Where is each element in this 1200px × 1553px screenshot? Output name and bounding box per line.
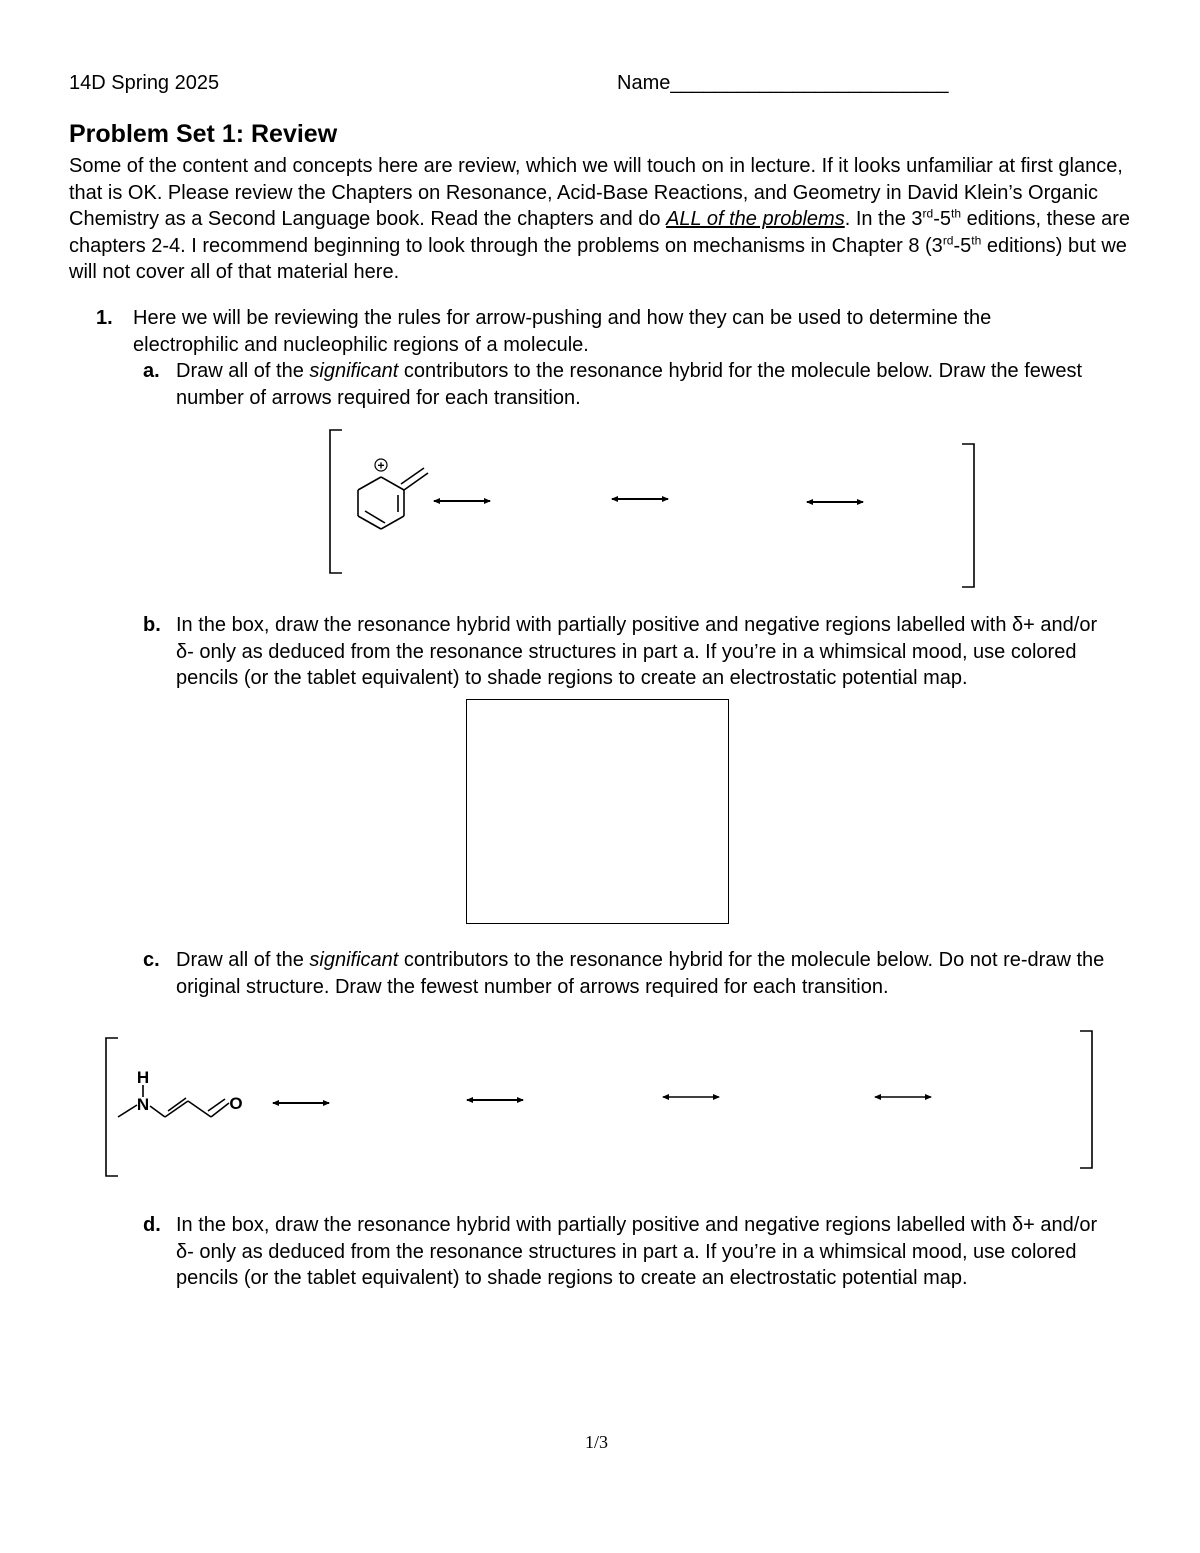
part-b-label: b. — [143, 614, 161, 636]
molecule-a — [358, 459, 428, 529]
part-a-text: Draw all of the significant contributors to the resonance hybrid for the molecule below. Draw the fewest number of arrows required for each transition. — [176, 360, 1083, 409]
name-label: Name — [617, 72, 671, 94]
part-d-text: In the box, draw the resonance hybrid with partially positive and negative regions labelled with δ+ and/or δ- only as deduced from the resonance structures in part a. If you’re in a whimsical mood, use colored pencils (or the tablet equivalent) to shade regions to create an electrostatic potential map. — [176, 1214, 1098, 1290]
bracket-right-c — [1080, 1031, 1092, 1168]
page-number: 1/3 — [585, 1432, 609, 1452]
bracket-left-a — [330, 430, 342, 573]
part-b-text: In the box, draw the resonance hybrid with partially positive and negative regions labelled with δ+ and/or δ- only as deduced from the resonance structures in part a. If you’re in a whimsical mood, use colored pencils (or the tablet equivalent) to shade regions to create an electrostatic potential map. — [176, 614, 1098, 690]
intro-paragraph: Some of the content and concepts here are review, which we will touch on in lecture. If it looks unfamiliar at first glance, that is OK. Please review the Chapters on Resonance, Acid-Base Reactions, and Geometry in David Klein’s Organic Chemistry as a Second Language book. Read the chapters and do ALL of the problems. In the 3rd-5th editions, these are chapters 2-4. I recommend beginning to look through the problems on mechanisms in Chapter 8 (3rd-5th editions) but we will not cover all of that material here. — [69, 155, 1131, 284]
bracket-left-c — [106, 1038, 118, 1176]
charge-plus-icon: + — [377, 458, 385, 473]
atom-h: H — [136, 1068, 150, 1087]
name-line: _________________________ — [670, 72, 949, 94]
bracket-right-a — [962, 444, 974, 587]
part-a-label: a. — [143, 360, 160, 382]
part-c-label: c. — [143, 949, 160, 971]
course-label: 14D Spring 2025 — [69, 72, 220, 94]
question-number: 1. — [96, 307, 113, 329]
molecule-c — [118, 1085, 229, 1117]
atom-o: O — [229, 1094, 243, 1113]
question-1-text: Here we will be reviewing the rules for arrow-pushing and how they can be used to determine the electrophilic and nucleophilic regions of a molecule. — [133, 307, 992, 356]
part-c-text: Draw all of the significant contributors to the resonance hybrid for the molecule below. Do not re-draw the original structure. Draw the fewest number of arrows required for each transition. — [176, 949, 1105, 998]
atom-n: N — [136, 1095, 150, 1114]
page-title: Problem Set 1: Review — [69, 120, 338, 148]
emphasis-all-problems: ALL of the problems — [666, 208, 845, 231]
part-d-label: d. — [143, 1214, 161, 1236]
